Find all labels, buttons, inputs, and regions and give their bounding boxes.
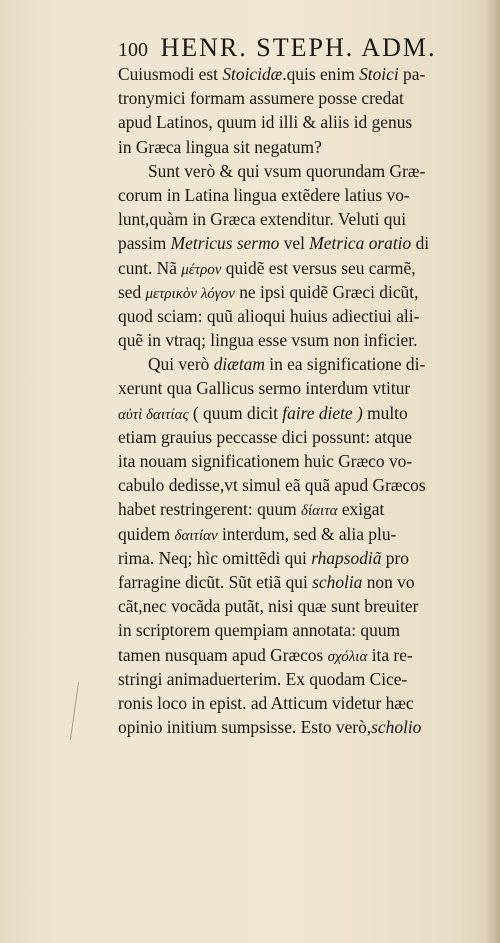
greek-word: δίαιτα — [301, 503, 338, 520]
paragraph — [118, 159, 488, 353]
text-run: tamen nusquam apud Græcos — [118, 644, 328, 665]
text-run: opinio initium sumpsisse. Esto verò, — [118, 717, 372, 738]
text-run: exigat — [337, 499, 385, 520]
text-line — [118, 473, 488, 497]
text-run: Cuiusmodi est — [118, 64, 223, 84]
text-line — [118, 618, 488, 642]
text-line — [118, 715, 488, 739]
text-run: farragine dicũt. Sũt etiã qui — [118, 571, 313, 592]
running-header — [118, 33, 478, 65]
text-line — [118, 159, 488, 183]
greek-word: μέτρον — [181, 261, 222, 278]
text-line — [118, 86, 488, 110]
text-run: quidem — [118, 523, 175, 544]
body-text — [118, 62, 488, 739]
text-run: tronymici formam assumere posse credat — [118, 88, 404, 109]
text-run: quod sciam: quũ alioqui huius adiectiui ali- — [118, 305, 420, 326]
italic-phrase: Metrica oratio — [309, 233, 412, 254]
text-run: etiam grauius peccasse dici possunt: atque — [118, 426, 413, 447]
italic-phrase: diætam — [213, 354, 265, 375]
text-line — [118, 401, 488, 425]
text-run: interdum, sed & alia plu- — [217, 523, 397, 544]
text-run: sed — [118, 281, 146, 302]
greek-word: αὐτὶ δαιτίας — [118, 406, 189, 423]
text-line — [118, 449, 488, 473]
text-line — [118, 691, 488, 715]
text-run: in Græca lingua sit negatum? — [118, 136, 322, 157]
text-run: ( quum dicit — [188, 402, 283, 423]
text-line — [118, 425, 488, 449]
italic-phrase: Stoici — [359, 64, 399, 84]
margin-mark — [70, 682, 79, 740]
text-run: .quis enim — [282, 64, 360, 84]
text-run: xerunt qua Gallicus sermo interdum vtitur — [118, 378, 411, 399]
text-run: ita re- — [367, 644, 413, 665]
greek-word: μετρικὸν λόγον — [145, 285, 235, 302]
italic-phrase: scholia — [312, 571, 363, 592]
text-line — [118, 594, 488, 618]
text-run: ita nouam significationem huic Græco vo- — [118, 451, 413, 471]
text-run: quẽ in vtraq; lingua esse vsum non inficier. — [118, 330, 418, 351]
text-run: pa- — [398, 64, 426, 84]
text-line — [118, 110, 488, 134]
text-run: Sunt verò & qui vsum quorundam Græ- — [148, 160, 426, 181]
text-line — [118, 570, 488, 594]
text-line — [118, 522, 488, 546]
text-line — [118, 280, 488, 304]
text-run: stringi animaduerterim. Ex quodam Cice- — [118, 668, 408, 689]
italic-phrase: faire diete ) — [282, 402, 363, 423]
text-run: Qui verò — [148, 354, 214, 375]
text-line — [118, 376, 488, 400]
paragraph — [118, 62, 488, 159]
text-line — [118, 304, 488, 328]
italic-phrase: Metricus sermo — [170, 233, 280, 254]
text-line — [118, 352, 488, 376]
text-line — [118, 62, 488, 86]
text-run: passim — [118, 233, 171, 254]
text-line — [118, 667, 488, 691]
text-run: in scriptorem quempiam annotata: quum — [118, 620, 401, 641]
text-run: quidẽ est versus seu carmẽ, — [221, 257, 416, 278]
text-line — [118, 231, 488, 255]
text-run: in ea significatione di- — [264, 354, 426, 375]
text-run: multo — [362, 402, 408, 423]
text-line — [118, 183, 488, 207]
text-run: lunt,quàm in Græca extenditur. Veluti qui — [118, 209, 407, 230]
text-run: habet restringerent: quum — [118, 499, 302, 520]
text-run: ronis loco in epist. ad Atticum videtur hæc — [118, 692, 414, 713]
text-run: ne ipsi quidẽ Græci dicũt, — [234, 281, 419, 302]
text-line — [118, 328, 488, 352]
text-line — [118, 546, 488, 570]
text-line — [118, 135, 488, 159]
text-run: pro — [381, 547, 409, 568]
text-line — [118, 497, 488, 521]
text-run: non vo — [362, 571, 415, 592]
italic-phrase: scholio — [371, 717, 422, 738]
page-edge-shadow — [486, 0, 500, 943]
text-run: rima. Neq; hìc omittẽdi qui — [118, 547, 312, 568]
text-run: vel — [279, 233, 310, 254]
paragraph — [118, 352, 488, 739]
running-title: HENR. STEPH. ADM. — [160, 33, 437, 62]
text-line — [118, 643, 488, 667]
italic-phrase: rhapsodiã — [311, 547, 382, 568]
text-line — [118, 256, 488, 280]
text-run: cãt,nec vocãda putãt, nisi quæ sunt breuiter — [118, 596, 419, 617]
italic-phrase: Stoicidæ — [222, 64, 283, 84]
text-line — [118, 207, 488, 231]
text-run: corum in Latina lingua extẽdere latius vo- — [118, 184, 410, 205]
text-run: cabulo dedisse,vt simul eã quã apud Græcos — [118, 475, 426, 496]
text-run: cunt. Nã — [118, 257, 182, 278]
greek-word: σχόλια — [327, 648, 368, 665]
text-run: apud Latinos, quum id illi & aliis id genus — [118, 112, 413, 133]
page-number: 100 — [118, 39, 148, 61]
greek-word: δαιτίαν — [174, 527, 218, 544]
text-run: di — [411, 233, 430, 254]
